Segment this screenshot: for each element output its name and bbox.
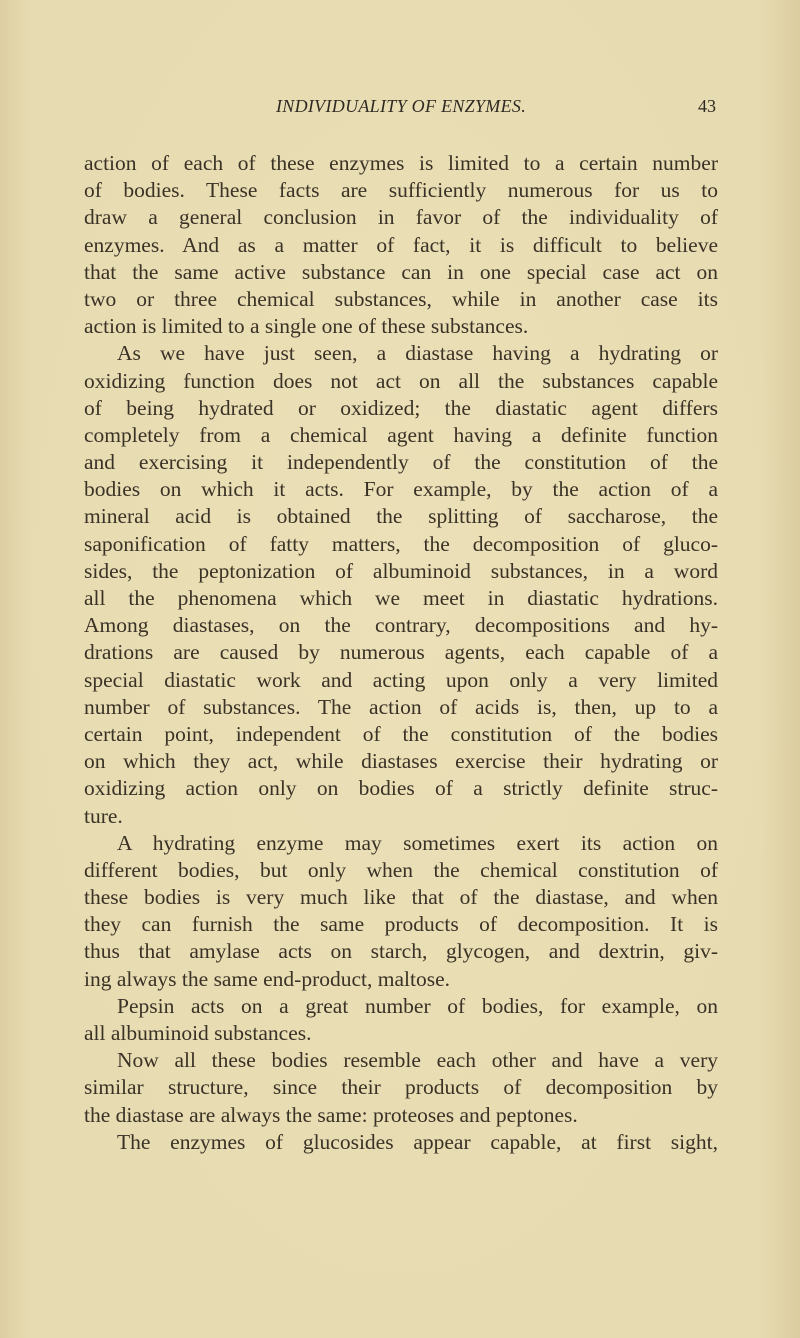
text-line: completely from a chemical agent having a definite function	[84, 422, 718, 447]
text-line: bodies on which it acts. For example, by the action of a	[84, 477, 718, 502]
paragraph-first-line: A hydrating enzyme may sometimes exert its action on	[117, 830, 718, 855]
text-line: drations are caused by numerous agents, each capable of a	[84, 640, 718, 665]
text-line: enzymes. And as a matter of fact, it is difficult to believe	[84, 232, 718, 257]
text-line: action of each of these enzymes is limited to a certain number	[84, 151, 718, 175]
text-line: sides, the peptonization of albuminoid substances, in a word	[84, 558, 718, 583]
text-line: all albuminoid substances.	[84, 1021, 312, 1045]
text-line: different bodies, but only when the chemical constitution of	[84, 857, 718, 882]
text-line: that the same active substance can in one special case act on	[84, 259, 718, 284]
text-line: ing always the same end-product, maltose.	[84, 966, 450, 991]
text-line: thus that amylase acts on starch, glycogen, and dextrin, giv-	[84, 939, 718, 964]
paragraph-first-line: As we have just seen, a diastase having a hydrating or	[117, 341, 718, 366]
paragraph-first-line: Pepsin acts on a great number of bodies, for example, on	[117, 993, 718, 1018]
text-line: special diastatic work and acting upon only a very limited	[84, 667, 718, 692]
running-head	[84, 92, 718, 118]
text-line: all the phenomena which we meet in diastatic hydrations.	[84, 586, 718, 610]
text-line: of being hydrated or oxidized; the diastatic agent differs	[84, 395, 718, 420]
page-number: 43	[698, 96, 716, 116]
text-line: mineral acid is obtained the splitting of saccharose, the	[84, 504, 718, 529]
paragraph-first-line: The enzymes of glucosides appear capable, at first sight,	[117, 1129, 718, 1154]
text-line: certain point, independent of the constitution of the bodies	[84, 721, 718, 746]
running-title: INDIVIDUALITY OF ENZYMES.	[275, 96, 526, 116]
text-line: draw a general conclusion in favor of the individuality of	[84, 205, 718, 230]
paragraph-first-line: Now all these bodies resemble each other and have a very	[117, 1048, 718, 1073]
text-line: and exercising it independently of the constitution of the	[84, 450, 718, 475]
text-line: number of substances. The action of acids is, then, up to a	[84, 694, 718, 719]
text-line: on which they act, while diastases exercise their hydrating or	[84, 749, 718, 774]
text-line: Among diastases, on the contrary, decompositions and hy-	[84, 613, 718, 638]
text-line: they can furnish the same products of decomposition. It is	[84, 912, 718, 937]
text-line: the diastase are always the same: proteoses and peptones.	[84, 1102, 578, 1127]
text-line: action is limited to a single one of these substances.	[84, 314, 529, 339]
text-line: similar structure, since their products of decomposition by	[84, 1075, 718, 1100]
text-line: these bodies is very much like that of the diastase, and when	[84, 885, 718, 910]
text-line: ture.	[84, 803, 123, 828]
body-text	[84, 150, 718, 1156]
text-line: of bodies. These facts are sufficiently numerous for us to	[84, 178, 718, 203]
text-line: two or three chemical substances, while in another case its	[84, 286, 718, 311]
text-line: oxidizing function does not act on all the substances capable	[84, 368, 718, 393]
text-line: oxidizing action only on bodies of a strictly definite struc-	[84, 776, 718, 801]
text-line: saponification of fatty matters, the decomposition of gluco-	[84, 531, 718, 556]
